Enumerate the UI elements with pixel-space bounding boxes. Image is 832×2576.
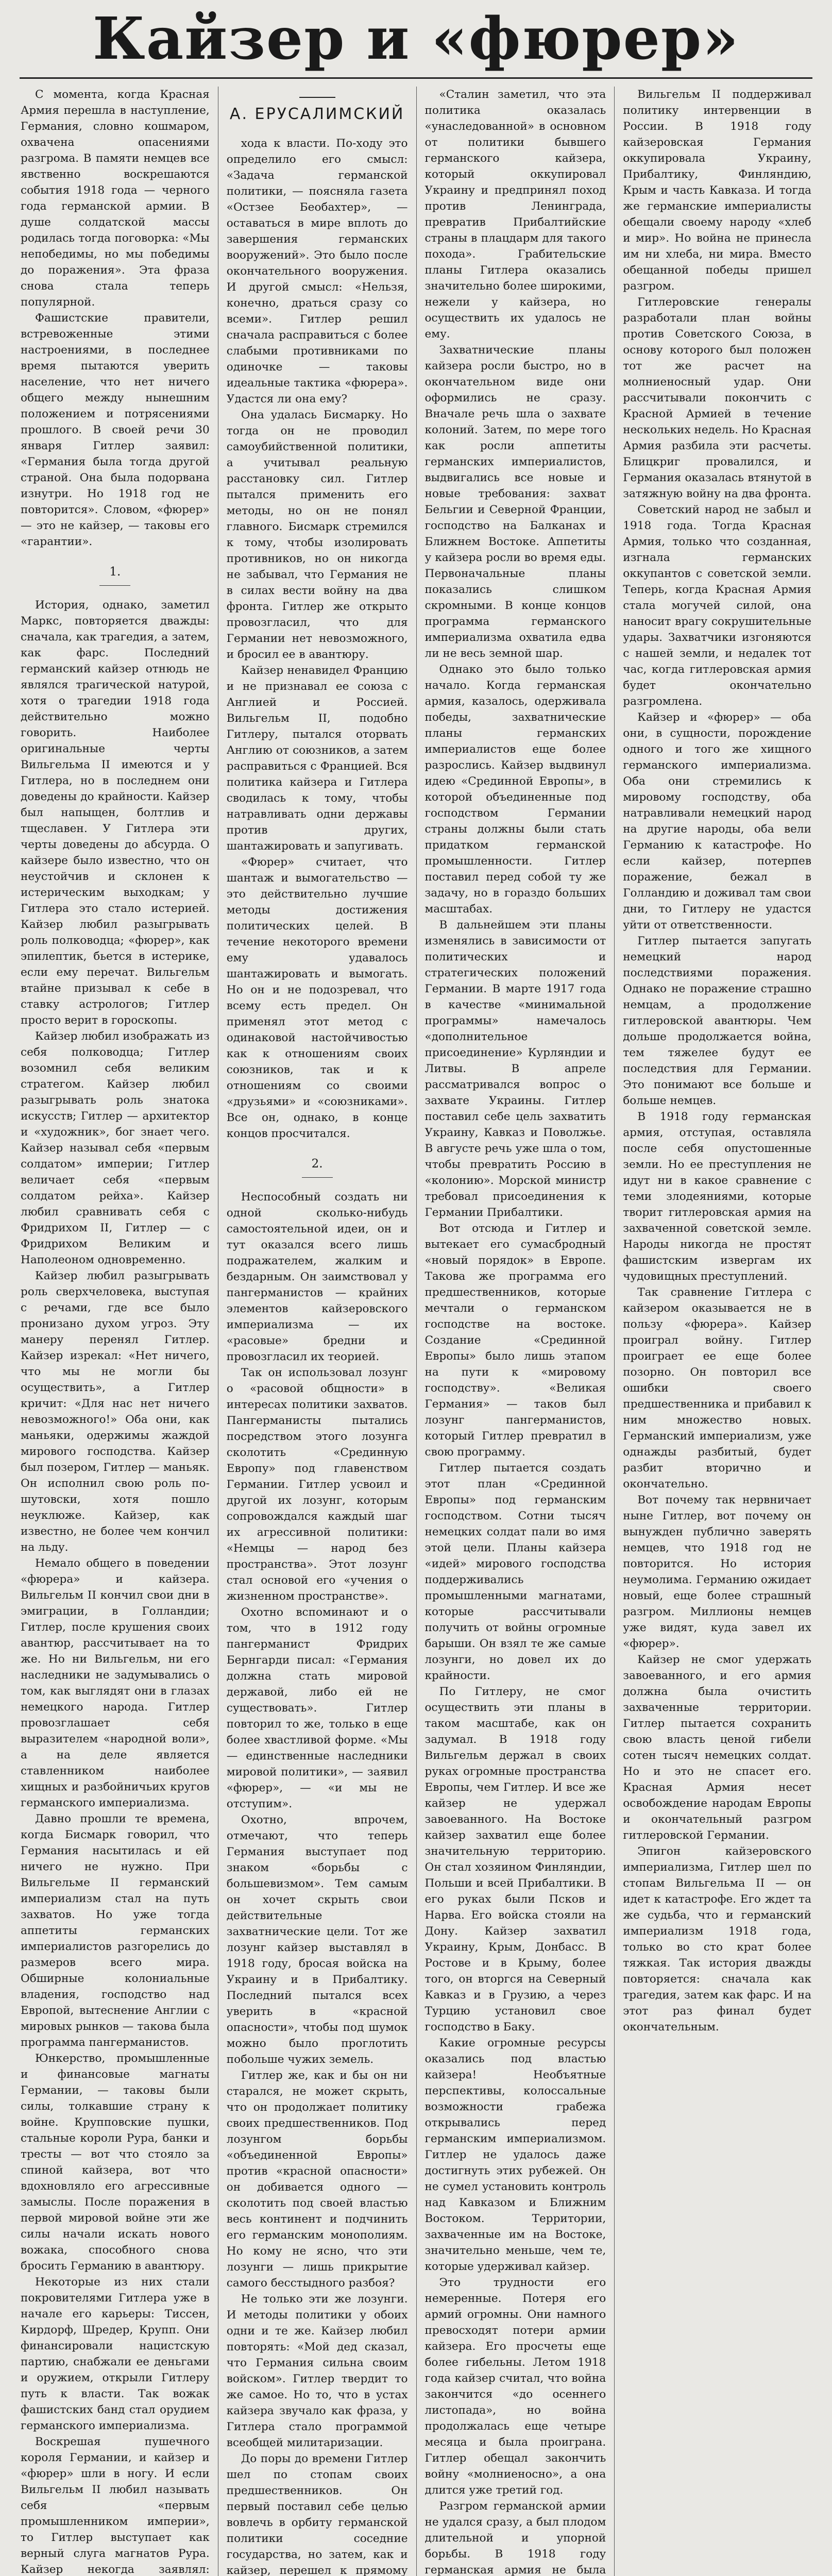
- paragraph: До поры до времени Гитлер шел по стопам своих предшественников. Он первый поставил себе целью вовлечь в орбиту германской политики соседние государства, но затем, как и кайзер, перешел к прямому: [226, 2452, 408, 2576]
- paragraph: «Фюрер» считает, что шантаж и вымогательство — это действительно лучшие методы достижения политических целей. В течение некоторого времени ему удавалось шантажировать и вымогать. Но он и не подозревал, что всему есть предел. Он применял этот метод с одинаковой настойчивостью как к отношениям своих союзников, так и к отношениям со своими «друзьями» и «союзниками». Все он, однако, в конце концов просчитался.: [226, 856, 408, 1140]
- byline-rule: [299, 97, 335, 98]
- article-column-4: [614, 87, 812, 2576]
- section-number-text: 2.: [311, 1157, 323, 1171]
- paragraph: Фашистские правители, встревоженные этими настроениями, в последнее время пытаются уверить население, что нет ничего общего между нынешним положением и потрясениями прошлого. В своей речи 30 января Гитлер заявил: «Германия была тогда другой страной. Она была подорвана изнутри. Но 1918 год не повторится». Словом, «фюрер» — это не кайзер, — таковы его «гарантии».: [21, 312, 210, 548]
- headline-rule: [20, 77, 812, 79]
- article-columns: [20, 87, 812, 2576]
- paragraph: Разгром германской армии не удался сразу, а был плодом длительной и упорной борьбы. В 1918 году германская армия не была: [425, 2500, 606, 2576]
- paragraph: Эпигон кайзеровского империализма, Гитлер шел по стопам Вильгельма II — он идет к катастрофе. Его ждет та же судьба, что и германский империализм 1918 года, только во сто крат более тяжкая. Так история дважды повторяется: сначала как трагедия, затем как фарс. И на этот раз финал будет окончательным.: [623, 1845, 811, 2033]
- paragraph: Воскрешая пушечного короля Германии, и кайзер и «фюрер» шли в ногу. И если Вильгельм II любил называть себя «первым промышленником империи», то Гитлер выступает как верный слуга магнатов Рура. Кайзер некогда заявлял:: [21, 2435, 210, 2576]
- paragraph: Немало общего в поведении «фюрера» и кайзера. Вильгельм II кончил свои дни в эмиграции, в Голландии; Гитлер, после крушения своих авантюр, рассчитывает на то же. Но ни Вильгельм, ни его наследники не задумывались о том, как выглядят они в глазах немецкого народа. Гитлер провозглашает себя выразителем «народной воли», а на деле является ставленником наиболее хищных и разбойничьих кругов германского империализма.: [21, 1557, 210, 1809]
- paragraph: хода к власти. По-ходу это определило его смысл: «Задача германской политики, — поясняла газета «Остзее Беобахтер», — оставаться в мире вплоть до завершения германских вооружений». Это было после окончательного вооружения. И другой смысл: «Нельзя, конечно, драться сразу со всеми». Гитлер решил сначала расправиться с более слабыми противниками по одиночке — таковы идеальные тактика «фюрера». Удастся ли она ему?: [226, 137, 408, 405]
- article-column-3: [416, 87, 615, 2576]
- paragraph: История, однако, заметил Маркс, повторяется дважды: сначала, как трагедия, а затем, как фарс. Последний германский кайзер отнюдь не являлся трагической натурой, хотя о трагедии 1918 года действительно можно говорить. Наиболее оригинальные черты Вильгельма II имеются и у Гитлера, но в последнем они доведены до крайности. Кайзер был напыщен, болтлив и тщеславен. У Гитлера эти черты доведены до абсурда. О кайзере было известно, что он неустойчив и склонен к истерическим выходкам; у Гитлера это стало истерией. Кайзер любил разыгрывать роль полководца; «фюрер», как эпилептик, бьется в истерике, если ему перечат. Вильгельм втайне призывал к себе в ставку астрологов; Гитлер просто верит в гороскопы.: [21, 599, 210, 1027]
- paragraph: В дальнейшем эти планы изменялись в зависимости от политических и стратегических положений Германии. В марте 1917 года в качестве «минимальной программы» намечалось «дополнительное присоединение» Курляндии и Литвы. В апреле рассматривался вопрос о захвате Украины. Гитлер поставил себе цель захватить Украину, Кавказ и Поволжье. В августе речь уже шла о том, чтобы превратить Россию в «колонию». Морской министр требовал присоединения к Германии Прибалтики.: [425, 919, 606, 1219]
- paragraph: Какие огромные ресурсы оказались под властью кайзера! Необъятные перспективы, колоссальные возможности грабежа открывались перед германским империализмом. Гитлер не удалось даже достигнуть этих рубежей. Он не сумел установить контроль над Кавказом и Ближним Востоком. Территории, захваченные им на Востоке, значительно меньше, чем те, которые удерживал кайзер.: [425, 2037, 606, 2273]
- paragraph: Советский народ не забыл и 1918 года. Тогда Красная Армия, только что созданная, изгнала германских оккупантов с советской земли. Теперь, когда Красная Армия стала могучей силой, она наносит врагу сокрушительные удары. Захватчики изгоняются с нашей земли, и недалек тот час, когда гитлеровская армия будет окончательно разгромлена.: [623, 503, 811, 708]
- paragraph: Это трудности его немеренные. Потеря его армий огромны. Они намного превосходят потери армии кайзера. Его просчеты еще более гибельны. Летом 1918 года кайзер считал, что война закончится «до осеннего листопада», но война продолжалась еще четыре месяца и была проиграна. Гитлер обещал закончить войну «молниеносно», а она длится уже третий год.: [425, 2276, 606, 2497]
- paragraph: Гитлер же, как и бы он ни старался, не может скрыть, что он продолжает политику своих предшественников. Под лозунгом борьбы «объединенной Европы» против «красной опасности» он добивается одного — сколотить под своей властью весь континент и подчинить его германским монополиям. Но кому не ясно, что эти лозунги — лишь прикрытие самого бесстыдного разбоя?: [226, 2069, 408, 2290]
- paragraph: Гитлер пытается запугать немецкий народ последствиями поражения. Однако не поражение страшно немцам, а продолжение гитлеровской авантюры. Чем дольше продолжается война, тем тяжелее будут ее последствия для Германии. Это понимают все больше и больше немцев.: [623, 935, 811, 1107]
- paragraph: Давно прошли те времена, когда Бисмарк говорил, что Германия насытилась и ей ничего не нужно. При Вильгельме II германский империализм стал на путь захватов. Но уже тогда аппетиты германских империалистов разгорелись до размеров всего мира. Обширные колониальные владения, господство над Европой, вытеснение Англии с мировых рынков — такова была программа пангерманистов.: [21, 1812, 210, 2049]
- paragraph: Так он использовал лозунг о «расовой общности» в интересах политики захватов. Пангерманисты пытались посредством этого лозунга сколотить «Срединную Европу» под главенством Германии. Гитлер усвоил и другой их лозунг, которым сопровождался каждый шаг их агрессивной политики: «Немцы — народ без пространства». Этот лозунг стал основой его «учения о жизненном пространстве».: [226, 1366, 408, 1603]
- article-headline: Кайзер и «фюрер»: [92, 5, 740, 73]
- paragraph: Вот отсюда и Гитлер и вытекает его сумасбродный «новый порядок» в Европе. Такова же программа его предшественников, которые мечтали о германском господстве на востоке. Создание «Срединной Европы» было лишь этапом на пути к «мировому господству». «Великая Германия» — таков был лозунг пангерманистов, который Гитлер превратил в свою программу.: [425, 1222, 606, 1459]
- paragraph: Захватнические планы кайзера росли быстро, но в окончательном виде они оформились не сразу. Вначале речь шла о захвате колоний. Затем, по мере того как росли аппетиты германских империалистов, выдвигались все новые и новые требования: захват Бельгии и Северной Франции, господство на Балканах и Ближнем Востоке. Аппетиты у кайзера росли во время еды. Первоначальные планы показались слишком скромными. В конце концов программа германского империализма охватила едва ли не весь земной шар.: [425, 344, 606, 660]
- paragraph: Кайзер и «фюрер» — оба они, в сущности, порождение одного и того же хищного германского империализма. Оба они стремились к мировому господству, оба натравливали немецкий народ на другие народы, оба вели Германию к катастрофе. Но если кайзер, потерпев поражение, бежал в Голландию и доживал там свои дни, то Гитлеру не удастся уйти от ответственности.: [623, 711, 811, 931]
- article-column-1: [20, 87, 218, 2576]
- paragraph: Вот почему так нервничает ныне Гитлер, вот почему он вынужден публично заверять немцев, что 1918 год не повторится. Но история неумолима. Германию ожидает новый, еще более страшный разгром. Миллионы немцев уже видят, куда завел их «фюрер».: [623, 1494, 811, 1650]
- paragraph: Кайзер ненавидел Францию и не признавал ее союза с Англией и Россией. Вильгельм II, подобно Гитлеру, пытался оторвать Англию от союзников, а затем расправиться с Францией. Вся политика кайзера и Гитлера сводилась к тому, чтобы натравливать одни державы против других, шантажировать и запугивать.: [226, 664, 408, 853]
- paragraph: Кайзер любил разыгрывать роль сверхчеловека, выступая с речами, где все было пронизано духом угроз. Эту манеру перенял Гитлер. Кайзер изрекал: «Нет ничего, что мы не могли бы осуществить», а Гитлер кричит: «Для нас нет ничего невозможного!» Оба они, как маньяки, одержимы жаждой мирового господства. Кайзер был позером, Гитлер — маньяк. Он исполнил свою роль по-шутовски, хотя пошло неуклюже. Кайзер, как известно, не более чем кончил на льду.: [21, 1269, 210, 1554]
- paragraph: Не только эти же лозунги. И методы политики у обоих одни и те же. Кайзер любил повторять: «Мой дед сказал, что Германия сильна своим войском». Гитлер твердит то же самое. Но то, что в устах кайзера звучало как фраза, у Гитлера стало программой всеобщей милитаризации.: [226, 2293, 408, 2449]
- paragraph: Охотно вспоминают и о том, что в 1912 году пангерманист Фридрих Бернгарди писал: «Германия должна стать мировой державой, либо ей не существовать». Гитлер повторил то же, только в еще более хвастливой форме. «Мы — единственные наследники мировой политики», — заявил «фюрер», — «и мы не отступим».: [226, 1606, 408, 1810]
- section-number-text: 1.: [109, 565, 121, 579]
- section-number: [21, 564, 210, 586]
- paragraph: С момента, когда Красная Армия перешла в наступление, Германия, словно кошмаром, охвачена опасениями разгрома. В памяти немцев все явственно воскрешаются события 1918 года — черного года германской армии. В душе солдатской массы родилась тогда поговорка: «Мы непобедимы, но мы победимы до поражения». Эта фраза снова стала теперь популярной.: [21, 88, 210, 309]
- paragraph: Однако это было только начало. Когда германская армия, казалось, одерживала победы, захватнические планы германских империалистов еще более разрослись. Кайзер выдвинул идею «Срединной Европы», в которой объединенные под господством Германии страны должны были стать придатком германской промышленности. Гитлер поставил перед собой ту же задачу, но в гораздо больших масштабах.: [425, 663, 606, 916]
- paragraph: Кайзер любил изображать из себя полководца; Гитлер возомнил себя великим стратегом. Кайзер любил разыгрывать роль знатока искусств; Гитлер — архитектор и «художник», бог знает чего. Кайзер называл себя «первым солдатом» империи; Гитлер величает себя «первым солдатом рейха». Кайзер любил сравнивать себя с Фридрихом II, Гитлер — с Фридрихом Великим и Наполеоном одновременно.: [21, 1030, 210, 1266]
- paragraph: Гитлеровские генералы разработали план войны против Советского Союза, в основу которого был положен тот же расчет на молниеносный удар. Они рассчитывали покончить с Красной Армией в течение нескольких недель. Но Красная Армия разбила эти расчеты. Блицкриг провалился, и Германия оказалась втянутой в затяжную войну на два фронта.: [623, 296, 811, 500]
- paragraph: Гитлер пытается создать этот план «Срединной Европы» под германским господством. Сотни тысяч немецких солдат пали во имя этой цели. Планы кайзера «идей» мирового господства поддерживались промышленными магнатами, которые рассчитывали получить от войны огромные барыши. Он взял те же самые лозунги, но довел их до крайности.: [425, 1462, 606, 1682]
- paragraph: Юнкерство, промышленные и финансовые магнаты Германии, — таковы были силы, толкавшие страну к войне. Крупповские пушки, стальные короли Рура, банки и тресты — вот что стояло за спиной кайзера, вот что вдохновляло его агрессивные замыслы. После поражения в первой мировой войне эти же силы начали искать нового вожака, способного снова бросить Германию в авантюру.: [21, 2052, 210, 2273]
- paragraph: Некоторые из них стали покровителями Гитлера уже в начале его карьеры: Тиссен, Кирдорф, Шредер, Крупп. Они финансировали нацистскую партию, снабжали ее деньгами и оружием, открыли Гитлеру путь к власти. Так вожак фашистских банд стал орудием германского империализма.: [21, 2276, 210, 2432]
- paragraph: Кайзер не смог удержать завоеванного, и его армия должна была очистить захваченные территории. Гитлер пытается сохранить свою власть ценой гибели сотен тысяч немецких солдат. Но и это не спасет его. Красная Армия несет освобождение народам Европы и окончательный разгром гитлеровской Германии.: [623, 1653, 811, 1842]
- section-number: [227, 1156, 408, 1178]
- byline-block: [227, 97, 408, 122]
- paragraph: Охотно, впрочем, отмечают, что теперь Германия выступает под знаком «борьбы с большевизмом». Тем самым он хочет скрыть свои действительные захватнические цели. Тот же лозунг кайзер выставлял в 1918 году, бросая войска на Украину и в Прибалтику. Последний пытался всех уверить в «красной опасности», чтобы под шумок можно было проглотить побольше чужих земель.: [226, 1814, 408, 2066]
- paragraph: «Сталин заметил, что эта политика оказалась «унаследованной» в основном от политики бывшего германского кайзера, который оккупировал Украину и предпринял поход против Ленинграда, превратив Прибалтийские страны в плацдарм для такого похода». Грабительские планы Гитлера оказались значительно более широкими, нежели у кайзера, но осуществить их удалось не ему.: [425, 88, 606, 341]
- paragraph: Неспособный создать ни одной сколько-нибудь самостоятельной идеи, он и тут оказался всего лишь подражателем, жалким и бездарным. Он заимствовал у пангерманистов — крайних элементов кайзеровского империализма — их «расовые» бредни и провозгласил их теорией.: [226, 1191, 408, 1363]
- section-divider: [302, 1177, 333, 1178]
- paragraph: Вильгельм II поддерживал политику интервенции в России. В 1918 году кайзеровская Германия оккупировала Украину, Прибалтику, Финляндию, Крым и часть Кавказа. И тогда же германские империалисты обещали своему народу «хлеб и мир». Но война не принесла им ни хлеба, ни мира. Вместо обещанной победы пришел разгром.: [623, 88, 811, 293]
- article-column-2: [218, 87, 416, 2576]
- paragraph: Так сравнение Гитлера с кайзером оказывается не в пользу «фюрера». Кайзер проиграл войну. Гитлер проиграет ее еще более позорно. Он повторил все ошибки своего предшественника и прибавил к ним множество новых. Германский империализм, уже однажды разбитый, будет разбит вторично и окончательно.: [623, 1286, 811, 1490]
- paragraph: По Гитлеру, не смог осуществить эти планы в таком масштабе, как он задумал. В 1918 году Вильгельм держал в своих руках огромные пространства Европы, чем Гитлер. И все же кайзер не удержал завоеванного. На Востоке кайзер захватил еще более значительную территорию. Он стал хозяином Финляндии, Польши и всей Прибалтики. В его руках были Псков и Нарва. Его войска стояли на Дону. Кайзер захватил Украину, Крым, Донбасс. В Ростове и в Крыму, более того, он вторгся на Северный Кавказ и в Грузию, а через Турцию установил свое господство в Баку.: [425, 1685, 606, 2033]
- paragraph: Она удалась Бисмарку. Но тогда он не проводил самоубийственной политики, а учитывал реальную расстановку сил. Гитлер пытался применить его методы, но он не понял главного. Бисмарк стремился к тому, чтобы изолировать противников, но он никогда не забывал, что Германия не в силах вести войну на два фронта. Гитлер же открыто провозгласил, что для Германии нет невозможного, и бросил ее в авантюру.: [226, 409, 408, 661]
- section-divider: [99, 585, 130, 586]
- author-byline: А. ЕРУСАЛИМСКИЙ: [229, 105, 405, 123]
- paragraph: В 1918 году германская армия, отступая, оставляла после себя опустошенные земли. Но ее преступления не идут ни в какое сравнение с теми злодеяниями, которые творит гитлеровская армия на захваченной советской земле. Народы никогда не простят фашистским извергам их чудовищных преступлений.: [623, 1110, 811, 1283]
